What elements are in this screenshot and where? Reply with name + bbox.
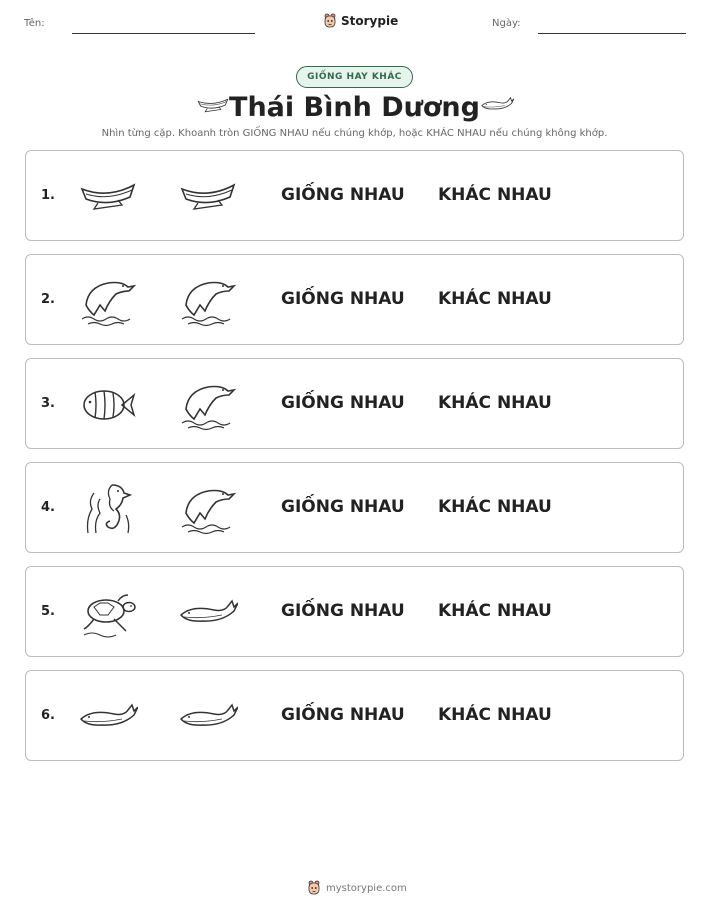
footer-url[interactable]: mystorypie.com: [326, 882, 407, 894]
row-number: 2.: [41, 292, 55, 307]
dolphin-icon: [178, 271, 238, 329]
row-number: 5.: [41, 604, 55, 619]
same-option[interactable]: GIỐNG NHAU: [281, 185, 405, 205]
question-row-3: [25, 358, 684, 449]
instructions: Nhìn từng cặp. Khoanh tròn GIỐNG NHAU nếu chúng khớp, hoặc KHÁC NHAU nếu chúng không khớp.: [101, 128, 608, 139]
sea-turtle-icon: [78, 583, 138, 641]
same-option[interactable]: GIỐNG NHAU: [281, 289, 405, 309]
question-row-5: [25, 566, 684, 657]
canoe-icon: [178, 167, 238, 225]
row-number: 3.: [41, 396, 55, 411]
same-option[interactable]: GIỐNG NHAU: [281, 393, 405, 413]
row-number: 6.: [41, 708, 55, 723]
question-row-4: [25, 462, 684, 553]
date-label: Ngày:: [492, 18, 521, 29]
clownfish-icon: [78, 375, 138, 433]
whale-icon: [480, 96, 514, 114]
question-row-2: [25, 254, 684, 345]
dolphin-icon: [78, 271, 138, 329]
category-badge: GIỐNG HAY KHÁC: [296, 66, 413, 88]
date-field[interactable]: [538, 33, 686, 34]
canoe-icon: [78, 167, 138, 225]
same-option[interactable]: GIỐNG NHAU: [281, 497, 405, 517]
same-option[interactable]: GIỐNG NHAU: [281, 705, 405, 725]
different-option[interactable]: KHÁC NHAU: [438, 705, 552, 725]
different-option[interactable]: KHÁC NHAU: [438, 601, 552, 621]
brand-logo: [323, 13, 398, 29]
storypie-mascot-icon: [323, 13, 337, 29]
same-option[interactable]: GIỐNG NHAU: [281, 601, 405, 621]
footer: [307, 880, 407, 896]
different-option[interactable]: KHÁC NHAU: [438, 289, 552, 309]
name-field[interactable]: [72, 33, 255, 34]
question-row-1: [25, 150, 684, 241]
whale-icon: [178, 583, 238, 641]
seahorse-icon: [78, 479, 138, 537]
whale-icon: [178, 687, 238, 745]
brand-name: Storypie: [341, 14, 399, 28]
different-option[interactable]: KHÁC NHAU: [438, 185, 552, 205]
page-title: Thái Bình Dương: [229, 92, 480, 123]
whale-icon: [78, 687, 138, 745]
storypie-mascot-icon: [307, 880, 321, 896]
row-number: 1.: [41, 188, 55, 203]
dolphin-icon: [178, 375, 238, 433]
row-number: 4.: [41, 500, 55, 515]
different-option[interactable]: KHÁC NHAU: [438, 497, 552, 517]
dolphin-icon: [178, 479, 238, 537]
name-label: Tên:: [24, 18, 45, 29]
question-row-6: [25, 670, 684, 761]
different-option[interactable]: KHÁC NHAU: [438, 393, 552, 413]
